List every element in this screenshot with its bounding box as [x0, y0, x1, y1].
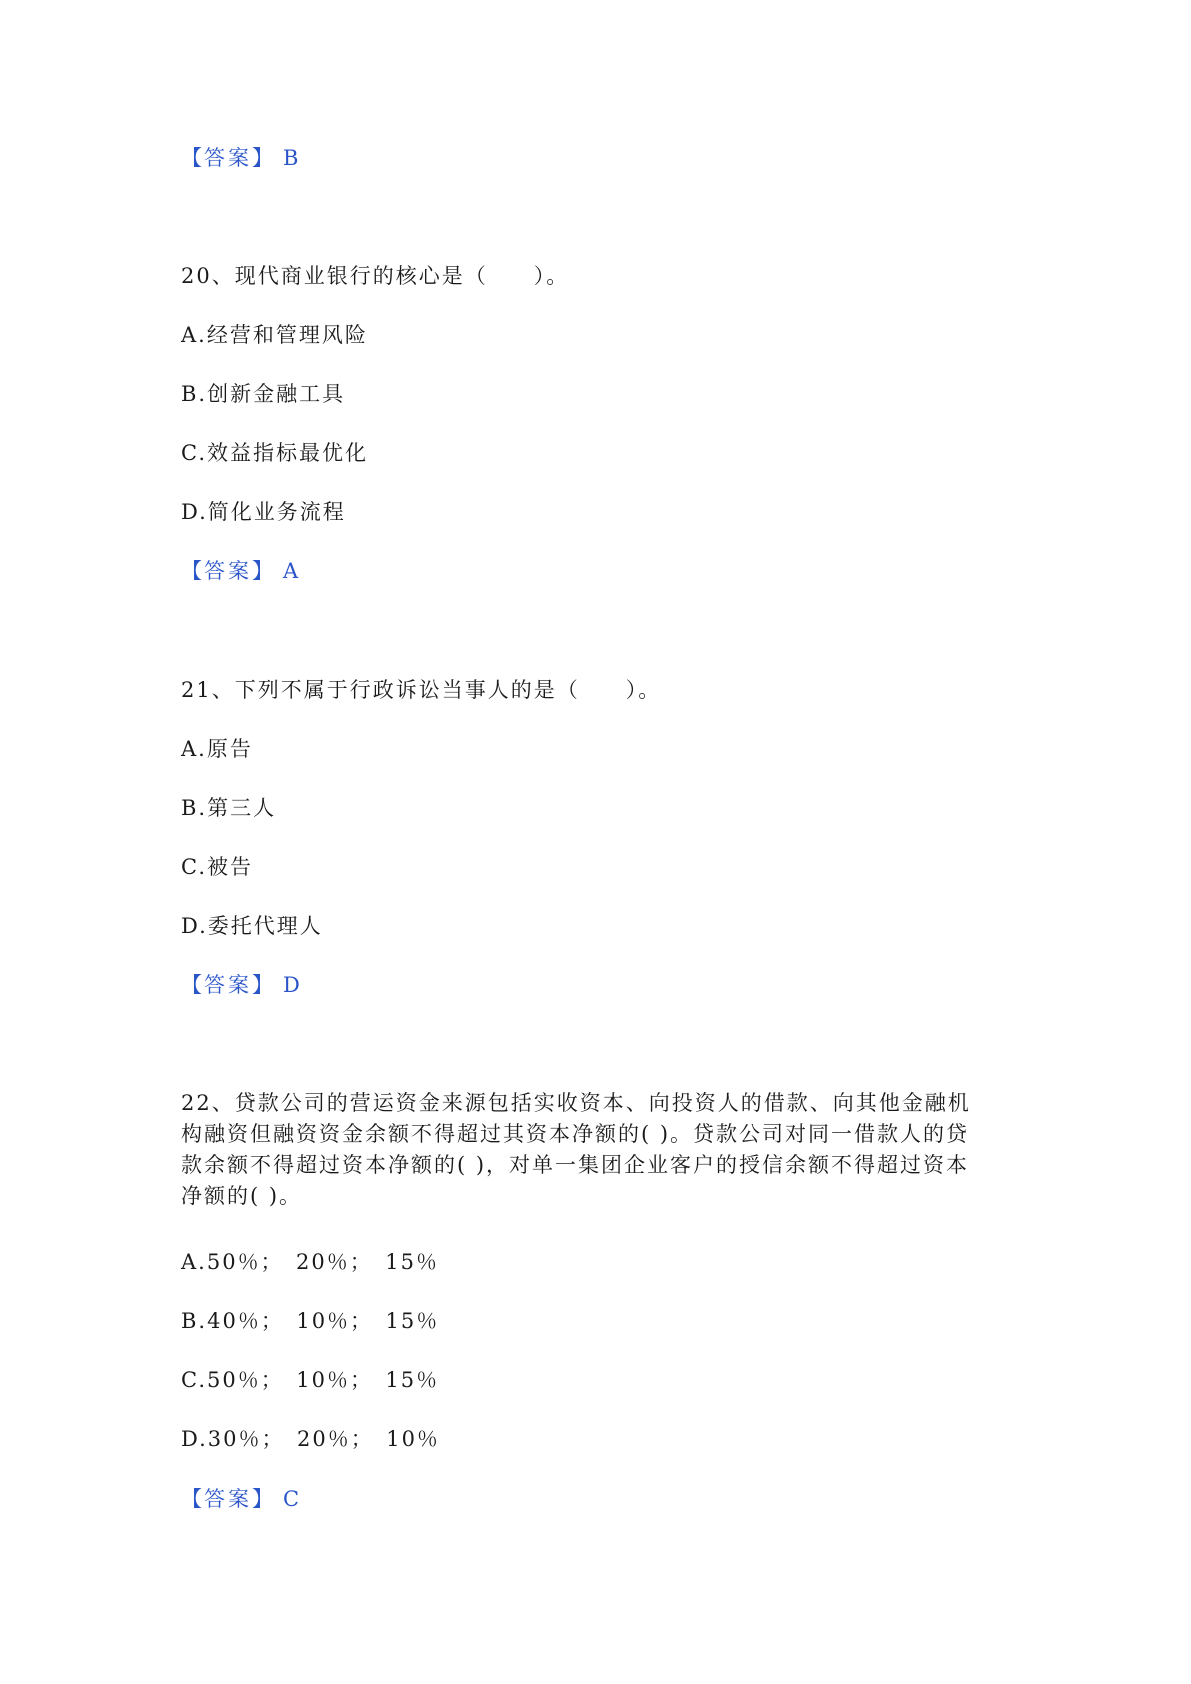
option-c: C.被告	[181, 855, 253, 879]
answer-line	[181, 1485, 301, 1513]
answer-line	[181, 971, 302, 999]
question-stem-line-1: 22、贷款公司的营运资金来源包括实收资本、向投资人的借款、向其他金融机	[181, 1091, 971, 1115]
answer-value: A	[283, 559, 301, 583]
option-c: C.50％； 10％； 15％	[181, 1368, 440, 1392]
answer-line	[181, 144, 300, 172]
question-stem-line-4: 净额的( )。	[181, 1184, 303, 1208]
answer-bracket-close: 】	[252, 146, 275, 170]
answer-bracket-open: 【	[181, 973, 204, 997]
answer-bracket-close: 】	[252, 973, 275, 997]
question-stem-line-2: 构融资但融资资金余额不得超过其资本净额的( )。贷款公司对同一借款人的贷	[181, 1122, 970, 1146]
option-b: B.创新金融工具	[181, 382, 346, 406]
question-stem-line-3: 款余额不得超过资本净额的( )，对单一集团企业客户的授信余额不得超过资本	[181, 1153, 970, 1177]
option-d: D.30％； 20％； 10％	[181, 1427, 440, 1451]
answer-value: D	[283, 973, 302, 997]
answer-label: 答案	[204, 1487, 252, 1511]
option-d: D.简化业务流程	[181, 500, 346, 524]
answer-value: C	[283, 1487, 302, 1511]
answer-label: 答案	[204, 973, 252, 997]
option-b: B.第三人	[181, 796, 277, 820]
answer-line	[181, 557, 300, 585]
option-c: C.效益指标最优化	[181, 441, 368, 465]
answer-bracket-close: 】	[252, 559, 275, 583]
answer-bracket-open: 【	[181, 1487, 204, 1511]
option-d: D.委托代理人	[181, 914, 323, 938]
answer-bracket-close: 】	[252, 1487, 275, 1511]
answer-label: 答案	[204, 559, 252, 583]
answer-bracket-open: 【	[181, 146, 204, 170]
option-a: A.经营和管理风险	[181, 323, 368, 347]
option-b: B.40％； 10％； 15％	[181, 1309, 440, 1333]
answer-label: 答案	[204, 146, 252, 170]
question-stem: 20、现代商业银行的核心是（ ）。	[181, 264, 570, 288]
answer-bracket-open: 【	[181, 559, 204, 583]
option-a: A.原告	[181, 737, 253, 761]
question-stem: 21、下列不属于行政诉讼当事人的是（ ）。	[181, 678, 662, 702]
answer-value: B	[283, 146, 301, 170]
option-a: A.50％； 20％； 15％	[181, 1250, 440, 1274]
